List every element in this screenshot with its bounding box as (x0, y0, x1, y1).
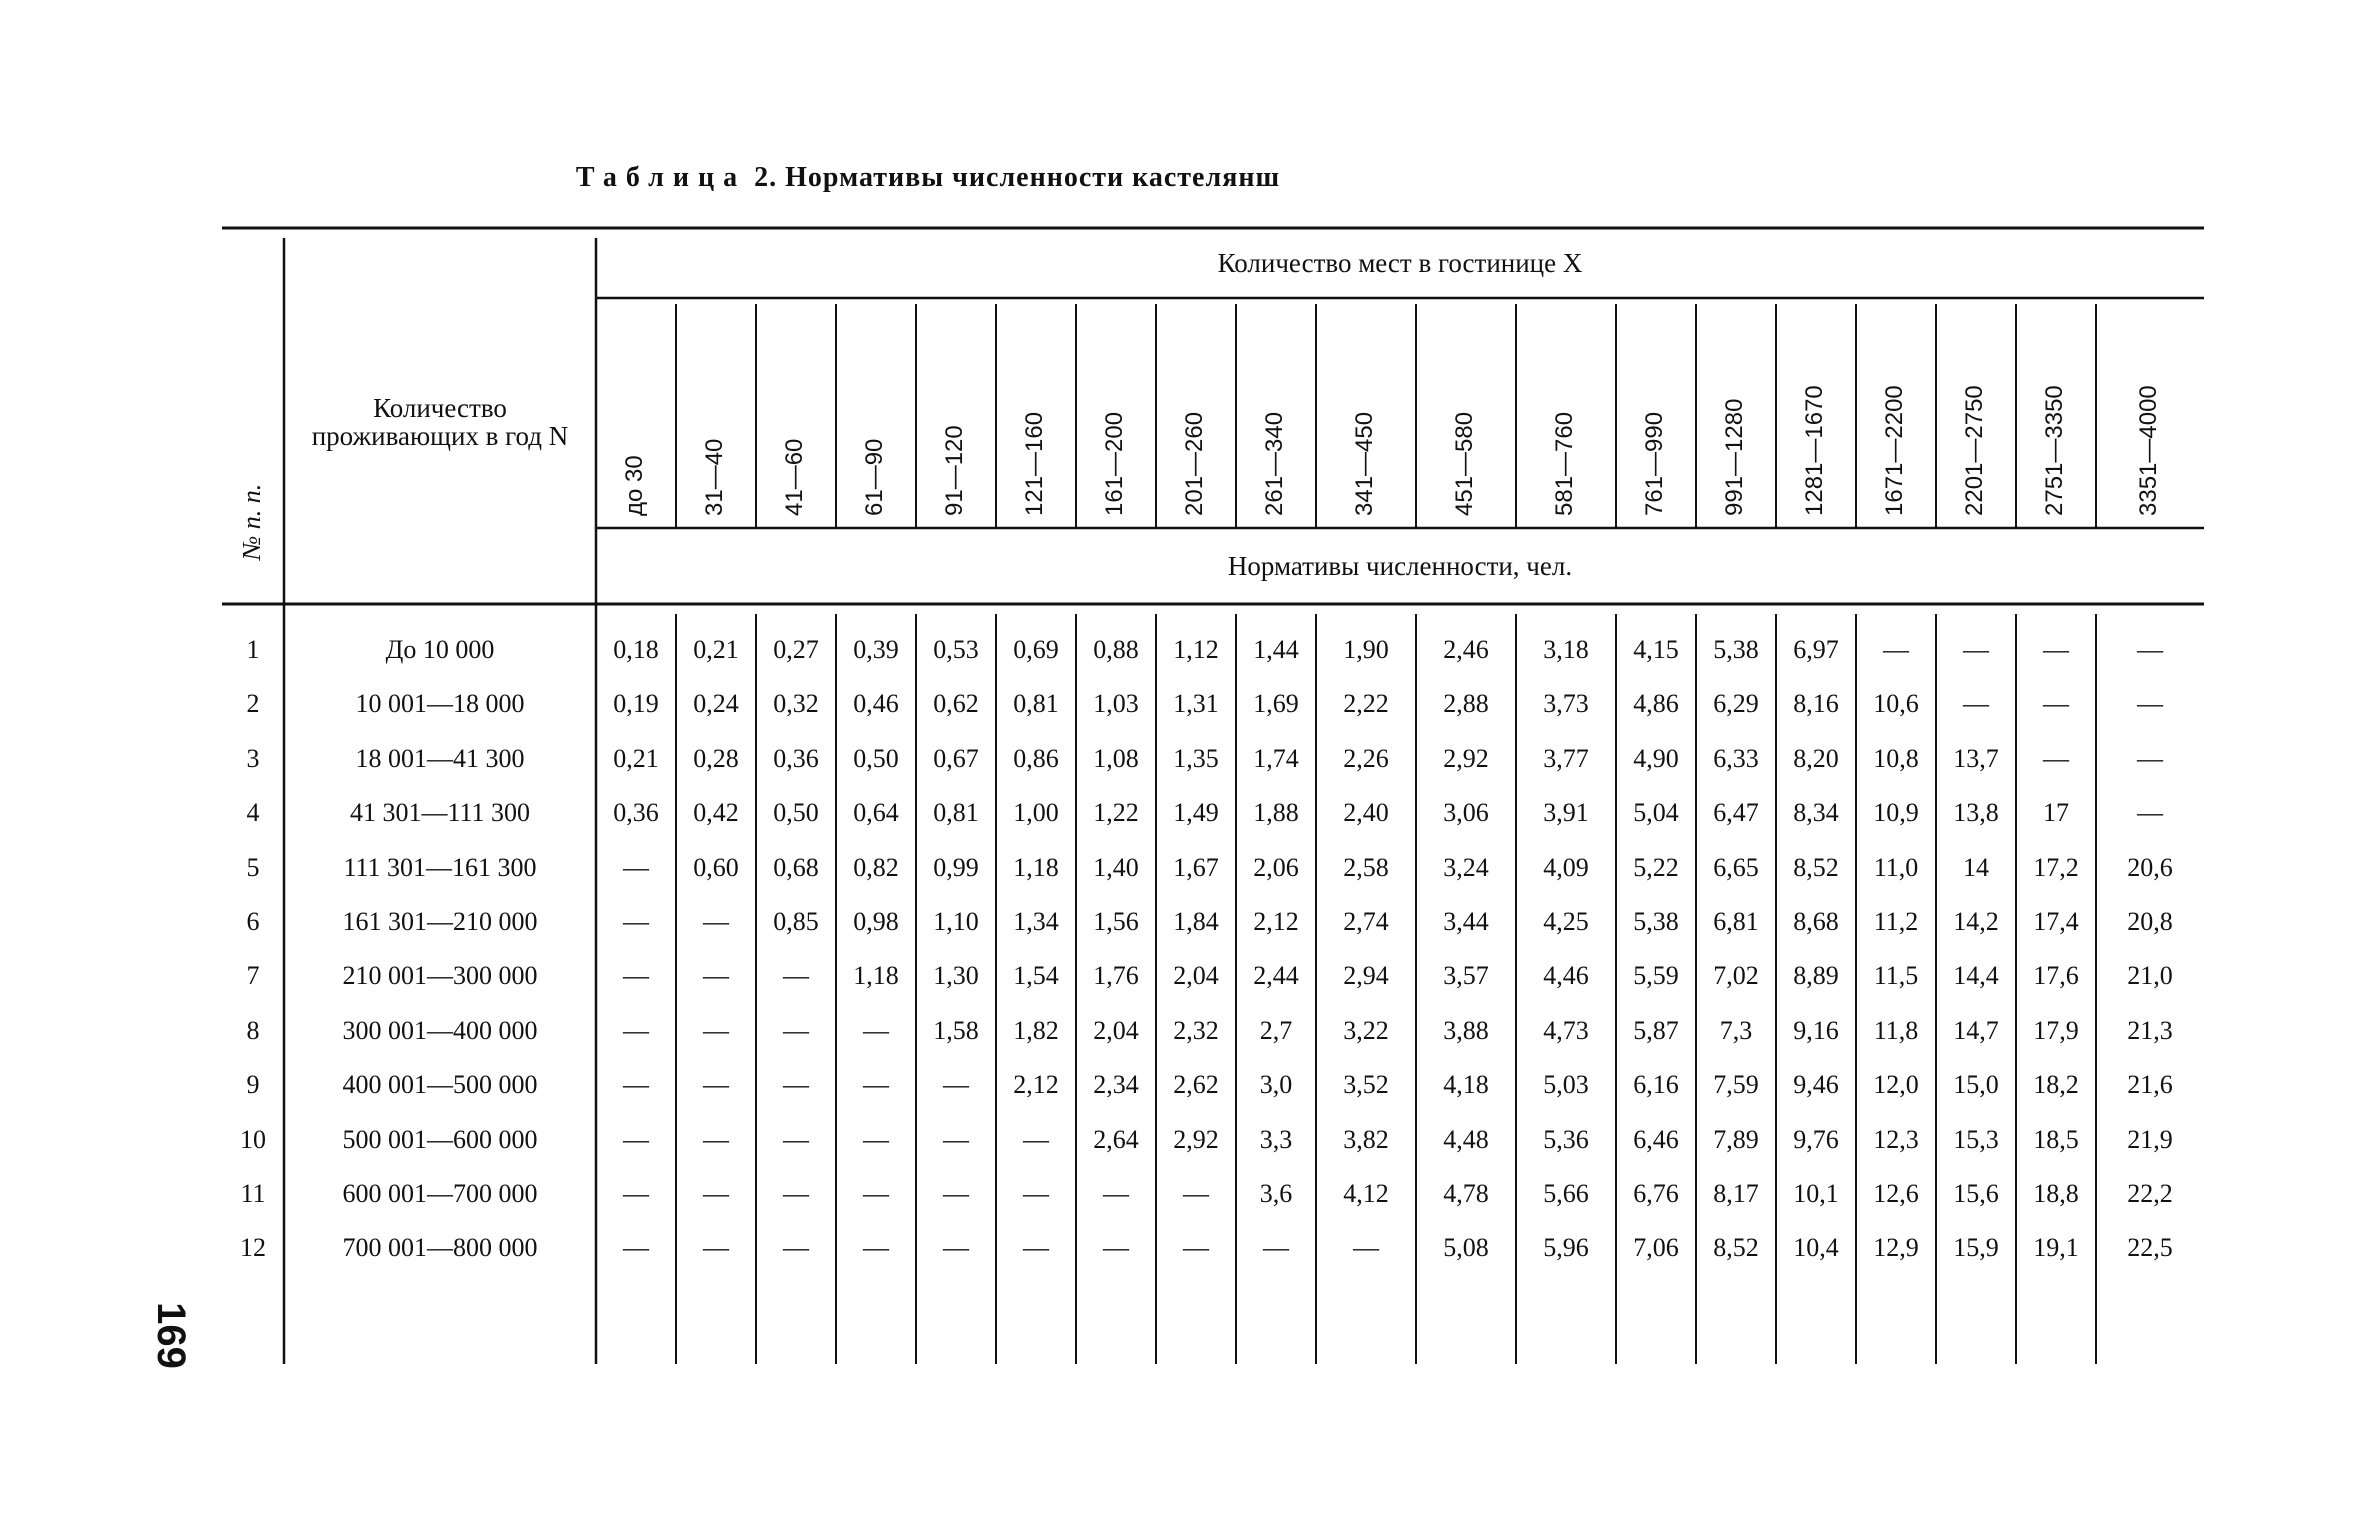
table-cell: — (1353, 1233, 1379, 1263)
table-cell: 7,3 (1719, 1015, 1753, 1045)
table-cell: — (863, 1124, 889, 1154)
table-cell: 4,48 (1443, 1124, 1489, 1154)
table-cell: 3,52 (1343, 1070, 1389, 1100)
table-cell: — (783, 1233, 809, 1263)
column-header: 201—260 (1181, 411, 1208, 516)
table-cell: 2,06 (1253, 852, 1299, 882)
table-cell: — (2137, 798, 2163, 828)
table-cell: 8,68 (1793, 906, 1839, 936)
table-cell: 0,19 (613, 689, 659, 719)
table-cell: 3,73 (1543, 689, 1589, 719)
table-cell: 13,7 (1953, 743, 1999, 773)
table-cell: 6,47 (1713, 798, 1759, 828)
table-cell: 3,82 (1343, 1124, 1389, 1154)
table-cell: 22,5 (2127, 1233, 2173, 1263)
table-cell: 1,12 (1173, 634, 1219, 664)
table-cell: 2,40 (1343, 798, 1389, 828)
row-range: 400 001—500 000 (342, 1070, 538, 1100)
row-range: 210 001—300 000 (342, 961, 538, 991)
table-cell: — (1263, 1233, 1289, 1263)
table-cell: 1,69 (1253, 689, 1299, 719)
table-cell: 0,36 (773, 743, 819, 773)
table-cell: 1,18 (853, 961, 899, 991)
table-cell: 18,8 (2033, 1178, 2079, 1208)
table-cell: 18,5 (2033, 1124, 2079, 1154)
table-cell: 3,6 (1259, 1178, 1293, 1208)
table-cell: — (1883, 634, 1909, 664)
table-cell: 3,44 (1443, 906, 1489, 936)
table-cell: — (1023, 1233, 1049, 1263)
table-cell: 2,92 (1443, 743, 1489, 773)
table-cell: 0,69 (1013, 634, 1059, 664)
table-cell: 9,16 (1793, 1015, 1839, 1045)
column-header: 1281—1670 (1801, 385, 1828, 516)
column-header: 261—340 (1261, 411, 1288, 516)
table-cell: 6,65 (1713, 852, 1759, 882)
table-cell: 6,16 (1633, 1070, 1679, 1100)
table-cell: 10,9 (1873, 798, 1919, 828)
table-cell: 1,35 (1173, 743, 1219, 773)
table-cell: 0,50 (773, 798, 819, 828)
row-range: 10 001—18 000 (355, 689, 525, 719)
table-cell: 17,6 (2033, 961, 2079, 991)
table-cell: 5,03 (1543, 1070, 1589, 1100)
norms-table (222, 222, 2210, 1364)
table-cell: 2,92 (1173, 1124, 1219, 1154)
table-cell: — (863, 1233, 889, 1263)
table-cell: 2,62 (1173, 1070, 1219, 1100)
table-cell: 17,2 (2033, 852, 2079, 882)
row-number: 12 (240, 1233, 266, 1263)
table-cell: 2,22 (1343, 689, 1389, 719)
table-cell: 1,00 (1013, 798, 1059, 828)
table-cell: 1,03 (1093, 689, 1139, 719)
table-cell: — (1183, 1178, 1209, 1208)
table-cell: — (2137, 634, 2163, 664)
column-header: 121—160 (1021, 411, 1048, 516)
table-cell: 1,90 (1343, 634, 1389, 664)
table-cell: 2,58 (1343, 852, 1389, 882)
table-cell: 5,59 (1633, 961, 1679, 991)
table-cell: — (1103, 1178, 1129, 1208)
table-cell: — (2137, 689, 2163, 719)
table-cell: 10,8 (1873, 743, 1919, 773)
row-number: 7 (246, 961, 260, 991)
title-label: Таблица (575, 162, 747, 193)
table-cell: 12,6 (1873, 1178, 1919, 1208)
table-cell: 0,36 (613, 798, 659, 828)
table-cell: 3,18 (1543, 634, 1589, 664)
table-cell: — (703, 1178, 729, 1208)
table-cell: 0,24 (693, 689, 739, 719)
table-cell: 1,30 (933, 961, 979, 991)
table-cell: 1,76 (1093, 961, 1139, 991)
column-header: 3351—4000 (2135, 385, 2162, 516)
table-cell: 14,7 (1953, 1015, 1999, 1045)
column-header: 2201—2750 (1961, 385, 1988, 516)
table-cell: 14,2 (1953, 906, 1999, 936)
table-cell: 1,31 (1173, 689, 1219, 719)
column-header: 2751—3350 (2041, 385, 2068, 516)
table-cell: — (1023, 1124, 1049, 1154)
table-cell: 8,89 (1793, 961, 1839, 991)
table-cell: 0,21 (693, 634, 739, 664)
header-places-group: Количество мест в гостинице X (1217, 248, 1583, 278)
header-residents-col: Количество проживающих в год N (311, 393, 569, 451)
table-cell: 0,42 (693, 798, 739, 828)
table-cell: — (623, 1015, 649, 1045)
table-cell: 3,06 (1443, 798, 1489, 828)
table-cell: 1,74 (1253, 743, 1299, 773)
table-cell: — (703, 1124, 729, 1154)
table-cell: 7,89 (1713, 1124, 1759, 1154)
table-cell: 6,29 (1713, 689, 1759, 719)
table-cell: 12,0 (1873, 1070, 1919, 1100)
table-cell: 6,76 (1633, 1178, 1679, 1208)
table-cell: 5,66 (1543, 1178, 1589, 1208)
table-cell: 1,49 (1173, 798, 1219, 828)
table-cell: 7,59 (1713, 1070, 1759, 1100)
table-cell: — (623, 1070, 649, 1100)
table-cell: 8,52 (1793, 852, 1839, 882)
table-cell: 2,12 (1013, 1070, 1059, 1100)
table-cell: 8,34 (1793, 798, 1839, 828)
table-cell: — (623, 1124, 649, 1154)
table-cell: — (2043, 689, 2069, 719)
table-cell: 17,4 (2033, 906, 2079, 936)
table-cell: 15,0 (1953, 1070, 1999, 1100)
table-cell: — (783, 1124, 809, 1154)
table-cell: 4,15 (1633, 634, 1679, 664)
row-range: 41 301—111 300 (349, 798, 531, 828)
table-cell: 4,46 (1543, 961, 1589, 991)
table-cell: 11,0 (1873, 852, 1919, 882)
table-cell: 0,46 (853, 689, 899, 719)
table-cell: — (943, 1233, 969, 1263)
table-cell: 2,32 (1173, 1015, 1219, 1045)
table-cell: — (703, 961, 729, 991)
table-cell: 0,99 (933, 852, 979, 882)
table-cell: 0,27 (773, 634, 819, 664)
header-norms-row: Нормативы численности, чел. (1227, 551, 1573, 581)
table-cell: 0,28 (693, 743, 739, 773)
table-cell: 5,08 (1443, 1233, 1489, 1263)
table-cell: 8,20 (1793, 743, 1839, 773)
table-cell: 21,9 (2127, 1124, 2173, 1154)
table-cell: 2,7 (1259, 1015, 1293, 1045)
table-cell: 15,3 (1953, 1124, 1999, 1154)
table-cell: 1,10 (933, 906, 979, 936)
table-cell: 0,21 (613, 743, 659, 773)
table-cell: 13,8 (1953, 798, 1999, 828)
table-cell: 20,8 (2127, 906, 2173, 936)
table-cell: 1,56 (1093, 906, 1139, 936)
table-cell: 17 (2043, 798, 2069, 828)
table-cell: 6,46 (1633, 1124, 1679, 1154)
column-header: 991—1280 (1721, 398, 1748, 516)
table-cell: 4,86 (1633, 689, 1679, 719)
row-number: 2 (246, 689, 260, 719)
row-number: 6 (246, 906, 260, 936)
table-cell: 9,46 (1793, 1070, 1839, 1100)
table-cell: 12,3 (1873, 1124, 1919, 1154)
row-range: 18 001—41 300 (355, 743, 525, 773)
table-cell: 2,26 (1343, 743, 1389, 773)
table-cell: — (2043, 743, 2069, 773)
table-cell: 1,54 (1013, 961, 1059, 991)
table-cell: — (1103, 1233, 1129, 1263)
table-cell: 10,6 (1873, 689, 1919, 719)
row-number: 11 (240, 1178, 266, 1208)
table-cell: 3,0 (1259, 1070, 1293, 1100)
table-cell: — (2043, 634, 2069, 664)
table-cell: 10,1 (1793, 1178, 1839, 1208)
table-cell: 6,81 (1713, 906, 1759, 936)
table-cell: 0,39 (853, 634, 899, 664)
table-cell: 11,8 (1873, 1015, 1919, 1045)
table-cell: 0,18 (613, 634, 659, 664)
table-cell: 21,0 (2127, 961, 2173, 991)
table-cell: 0,50 (853, 743, 899, 773)
column-header: 31—40 (701, 438, 728, 516)
column-header: 161—200 (1101, 411, 1128, 516)
table-cell: 15,6 (1953, 1178, 1999, 1208)
table-cell: — (623, 1233, 649, 1263)
table-cell: — (623, 1178, 649, 1208)
table-cell: 3,91 (1543, 798, 1589, 828)
row-range: 600 001—700 000 (342, 1178, 538, 1208)
table-cell: 3,77 (1543, 743, 1589, 773)
table-cell: — (703, 1233, 729, 1263)
table-cell: — (1023, 1178, 1049, 1208)
table-cell: 5,36 (1543, 1124, 1589, 1154)
table-cell: 17,9 (2033, 1015, 2079, 1045)
page-title (0, 162, 1856, 194)
table-cell: — (783, 961, 809, 991)
table-cell: 0,68 (773, 852, 819, 882)
table-cell: 2,44 (1253, 961, 1299, 991)
table-cell: 1,88 (1253, 798, 1299, 828)
table-cell: 0,81 (933, 798, 979, 828)
row-number: 5 (246, 852, 260, 882)
table-cell: 15,9 (1953, 1233, 1999, 1263)
row-number: 9 (246, 1070, 260, 1100)
column-header: 451—580 (1451, 411, 1478, 516)
table-cell: 21,3 (2127, 1015, 2173, 1045)
row-number: 10 (240, 1124, 266, 1154)
table-cell: — (623, 852, 649, 882)
table-cell: — (623, 906, 649, 936)
table-cell: — (1963, 634, 1989, 664)
table-cell: 20,6 (2127, 852, 2173, 882)
table-cell: 0,86 (1013, 743, 1059, 773)
table-cell: 0,67 (933, 743, 979, 773)
table-cell: — (863, 1178, 889, 1208)
table-cell: 1,34 (1013, 906, 1059, 936)
column-header: 761—990 (1641, 411, 1668, 516)
table-cell: — (703, 906, 729, 936)
table-cell: 0,62 (933, 689, 979, 719)
table-cell: 1,22 (1093, 798, 1139, 828)
table-cell: 8,52 (1713, 1233, 1759, 1263)
table-cell: 5,38 (1633, 906, 1679, 936)
table-cell: 14,4 (1953, 961, 1999, 991)
table-cell: 1,58 (933, 1015, 979, 1045)
table-cell: 0,64 (853, 798, 899, 828)
table-cell: 1,18 (1013, 852, 1059, 882)
table-cell: — (2137, 743, 2163, 773)
table-cell: 0,82 (853, 852, 899, 882)
table-cell: 5,38 (1713, 634, 1759, 664)
table-cell: 5,96 (1543, 1233, 1589, 1263)
table-cell: 14 (1963, 852, 1989, 882)
row-number: 8 (246, 1015, 260, 1045)
table-cell: 21,6 (2127, 1070, 2173, 1100)
table-cell: 2,74 (1343, 906, 1389, 936)
table-cell: 1,08 (1093, 743, 1139, 773)
table-cell: 2,88 (1443, 689, 1489, 719)
row-range: 111 301—161 300 (343, 852, 537, 882)
table-cell: 6,97 (1793, 634, 1839, 664)
table-cell: 4,12 (1343, 1178, 1389, 1208)
column-header: 91—120 (941, 425, 968, 516)
table-cell: — (783, 1015, 809, 1045)
row-range: До 10 000 (385, 634, 495, 664)
table-cell: 0,98 (853, 906, 899, 936)
table-cell: — (783, 1178, 809, 1208)
table-cell: 6,33 (1713, 743, 1759, 773)
column-header: 41—60 (781, 438, 808, 516)
table-cell: 10,4 (1793, 1233, 1839, 1263)
table-cell: — (703, 1015, 729, 1045)
row-range: 700 001—800 000 (342, 1233, 538, 1263)
row-range: 500 001—600 000 (342, 1124, 538, 1154)
table-cell: 3,22 (1343, 1015, 1389, 1045)
table-cell: — (863, 1015, 889, 1045)
table-cell: 11,2 (1873, 906, 1919, 936)
table-cell: 4,25 (1543, 906, 1589, 936)
table-cell: 4,90 (1633, 743, 1679, 773)
table-cell: — (1183, 1233, 1209, 1263)
table-cell: 8,16 (1793, 689, 1839, 719)
table-cell: 4,18 (1443, 1070, 1489, 1100)
table-cell: 4,78 (1443, 1178, 1489, 1208)
table-cell: 2,64 (1093, 1124, 1139, 1154)
row-range: 300 001—400 000 (342, 1015, 538, 1045)
table-cell: — (943, 1124, 969, 1154)
table-cell: 0,60 (693, 852, 739, 882)
header-num-col: № п. п. (237, 483, 266, 561)
table-cell: 1,84 (1173, 906, 1219, 936)
table-cell: 19,1 (2033, 1233, 2079, 1263)
table-cell: — (1963, 689, 1989, 719)
row-range: 161 301—210 000 (342, 906, 538, 936)
table-cell: — (943, 1070, 969, 1100)
page-number (140, 1290, 200, 1380)
table-cell: 0,88 (1093, 634, 1139, 664)
column-header: 1671—2200 (1881, 385, 1908, 516)
table-cell: 8,17 (1713, 1178, 1759, 1208)
table-cell: 2,94 (1343, 961, 1389, 991)
table-cell: 11,5 (1873, 961, 1919, 991)
table-cell: 0,32 (773, 689, 819, 719)
table-cell: 22,2 (2127, 1178, 2173, 1208)
table-cell: 4,09 (1543, 852, 1589, 882)
table-cell: 0,81 (1013, 689, 1059, 719)
table-cell: 5,22 (1633, 852, 1679, 882)
table-cell: — (863, 1070, 889, 1100)
table-cell: 1,82 (1013, 1015, 1059, 1045)
table-cell: 3,24 (1443, 852, 1489, 882)
table-cell: 7,02 (1713, 961, 1759, 991)
table-cell: 3,3 (1259, 1124, 1293, 1154)
table-cell: 2,12 (1253, 906, 1299, 936)
table-cell: 1,44 (1253, 634, 1299, 664)
table-cell: 7,06 (1633, 1233, 1679, 1263)
table-cell: 2,34 (1093, 1070, 1139, 1100)
table-cell: 18,2 (2033, 1070, 2079, 1100)
table-cell: 5,87 (1633, 1015, 1679, 1045)
table-cell: 0,53 (933, 634, 979, 664)
table-cell: 2,04 (1173, 961, 1219, 991)
table-cell: 3,57 (1443, 961, 1489, 991)
column-header: 61—90 (861, 438, 888, 516)
table-cell: — (623, 961, 649, 991)
page-number-text: 169 (148, 1301, 193, 1369)
table-cell: 1,67 (1173, 852, 1219, 882)
column-header: 581—760 (1551, 411, 1578, 516)
table-cell: 2,04 (1093, 1015, 1139, 1045)
table-cell: 2,46 (1443, 634, 1489, 664)
table-cell: 12,9 (1873, 1233, 1919, 1263)
row-number: 3 (246, 743, 260, 773)
table-cell: — (943, 1178, 969, 1208)
row-number: 1 (246, 634, 260, 664)
column-header: до 30 (621, 455, 648, 516)
table-cell: 0,85 (773, 906, 819, 936)
column-header: 341—450 (1351, 411, 1378, 516)
table-cell: — (703, 1070, 729, 1100)
table-cell: 9,76 (1793, 1124, 1839, 1154)
table-cell: — (783, 1070, 809, 1100)
table-cell: 3,88 (1443, 1015, 1489, 1045)
table-cell: 5,04 (1633, 798, 1679, 828)
table-cell: 1,40 (1093, 852, 1139, 882)
row-number: 4 (246, 798, 260, 828)
table-cell: 4,73 (1543, 1015, 1589, 1045)
title-text: 2. Нормативы численности кастелянш (754, 162, 1281, 193)
